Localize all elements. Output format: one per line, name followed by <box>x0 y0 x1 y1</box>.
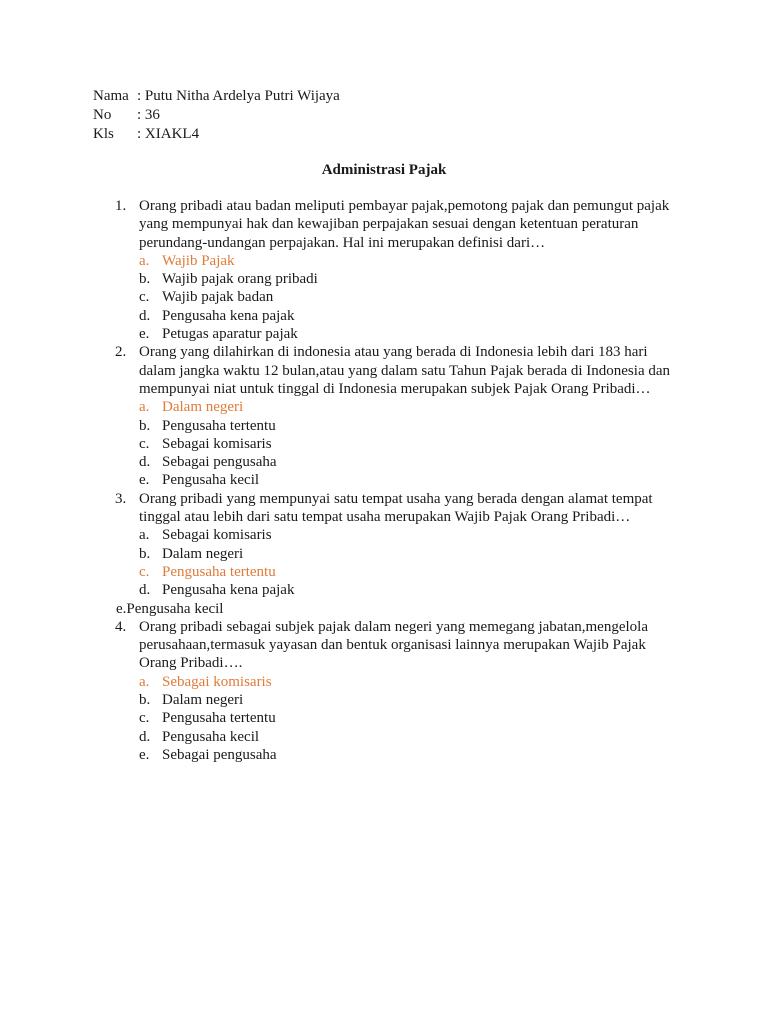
question-list <box>0 197 768 764</box>
option-text: Dalam negeri <box>162 692 244 709</box>
option-d <box>139 581 678 599</box>
option-b <box>139 417 678 435</box>
option-a <box>139 526 678 544</box>
option-text: Pengusaha kena pajak <box>162 307 295 324</box>
option-letter: e. <box>139 472 150 489</box>
option-text: Pengusaha kecil <box>162 728 260 745</box>
option-text: Wajib pajak orang pribadi <box>162 271 318 288</box>
class-value: : XIAKL4 <box>137 126 200 142</box>
number-row <box>93 106 340 125</box>
option-letter: c. <box>139 710 150 727</box>
option-letter: e. <box>139 746 150 763</box>
question-text: Orang pribadi yang mempunyai satu tempat usaha yang berada dengan alamat tempat tinggal atau lebih dari satu tempat usaha merupakan Wajib Pajak Orang Pribadi… <box>139 490 653 526</box>
option-e <box>139 471 678 489</box>
option-e <box>116 600 678 618</box>
option-a-answer <box>139 252 678 270</box>
question-number: 1. <box>115 198 127 214</box>
option-letter: d. <box>139 454 151 471</box>
option-d <box>139 307 678 325</box>
option-letter: b. <box>139 417 151 434</box>
option-text: Pengusaha kecil <box>162 472 260 489</box>
option-letter: b. <box>139 271 151 288</box>
class-label: Kls <box>93 126 114 142</box>
option-text: Dalam negeri <box>162 545 244 562</box>
question-2 <box>0 343 768 489</box>
option-letter: d. <box>139 728 151 745</box>
option-a-answer <box>139 673 678 691</box>
question-number: 2. <box>115 344 127 361</box>
option-letter: e. <box>139 326 150 343</box>
question-number: 4. <box>115 618 127 635</box>
option-e <box>139 325 678 343</box>
option-letter: c. <box>139 563 150 580</box>
option-text: Pengusaha kena pajak <box>162 582 295 599</box>
option-a-answer <box>139 398 678 416</box>
option-b <box>139 270 678 288</box>
option-letter: e. <box>116 600 127 617</box>
option-text: Dalam negeri <box>162 399 244 416</box>
name-label: Nama <box>93 88 129 104</box>
option-c-answer <box>139 563 678 581</box>
option-text: Wajib pajak badan <box>162 289 274 306</box>
option-letter: a. <box>139 673 150 690</box>
option-text: Pengusaha kecil <box>126 600 224 617</box>
option-letter: a. <box>139 252 150 269</box>
question-text: Orang yang dilahirkan di indonesia atau yang berada di Indonesia lebih dari 183 hari dalam jangka waktu 12 bulan,atau yang dalam satu Tahun Pajak berada di Indonesia dan mempunyai niat untuk tinggal di Indonesia merupakan subjek Pajak Orang Pribadi… <box>139 344 671 397</box>
number-value: : 36 <box>137 107 160 123</box>
document-title: Administrasi Pajak <box>321 162 447 178</box>
option-d <box>139 453 678 471</box>
option-b <box>139 691 678 709</box>
option-b <box>139 545 678 563</box>
option-letter: a. <box>139 527 150 544</box>
option-d <box>139 728 678 746</box>
option-text: Sebagai komisaris <box>162 435 272 452</box>
class-row <box>93 125 340 144</box>
question-4 <box>0 618 768 764</box>
question-text: Orang pribadi sebagai subjek pajak dalam negeri yang memegang jabatan,mengelola perusahaan,termasuk yayasan dan bentuk organisasi lainnya merupakan Wajib Pajak Orang Pribadi…. <box>139 618 648 672</box>
option-letter: b. <box>139 545 151 562</box>
option-text: Pengusaha tertentu <box>162 417 276 434</box>
question-number: 3. <box>115 490 127 507</box>
option-text: Wajib Pajak <box>162 252 235 269</box>
question-text: Orang pribadi atau badan meliputi pembayar pajak,pemotong pajak dan pemungut pajak yang mempunyai hak dan kewajiban perpajakan sesuai dengan ketentuan peraturan perundang-undangan perpajakan. Hal ini merupakan definisi dari… <box>139 198 670 251</box>
option-text: Petugas aparatur pajak <box>162 326 298 343</box>
number-label: No <box>93 107 112 123</box>
option-e <box>139 746 678 764</box>
option-letter: c. <box>139 435 150 452</box>
option-text: Pengusaha tertentu <box>162 563 276 580</box>
option-letter: d. <box>139 307 151 324</box>
option-text: Sebagai pengusaha <box>162 746 277 763</box>
option-text: Sebagai komisaris <box>162 527 272 544</box>
question-3 <box>0 490 768 618</box>
option-letter: a. <box>139 399 150 416</box>
option-text: Pengusaha tertentu <box>162 710 276 727</box>
option-c <box>139 709 678 727</box>
option-letter: b. <box>139 692 151 709</box>
option-c <box>139 288 678 306</box>
option-text: Sebagai komisaris <box>162 673 272 690</box>
name-value: : Putu Nitha Ardelya Putri Wijaya <box>137 88 340 104</box>
option-letter: d. <box>139 582 151 599</box>
student-info <box>93 87 340 144</box>
name-row <box>93 87 340 106</box>
option-letter: c. <box>139 289 150 306</box>
option-c <box>139 435 678 453</box>
question-1 <box>0 197 768 343</box>
option-text: Sebagai pengusaha <box>162 454 277 471</box>
